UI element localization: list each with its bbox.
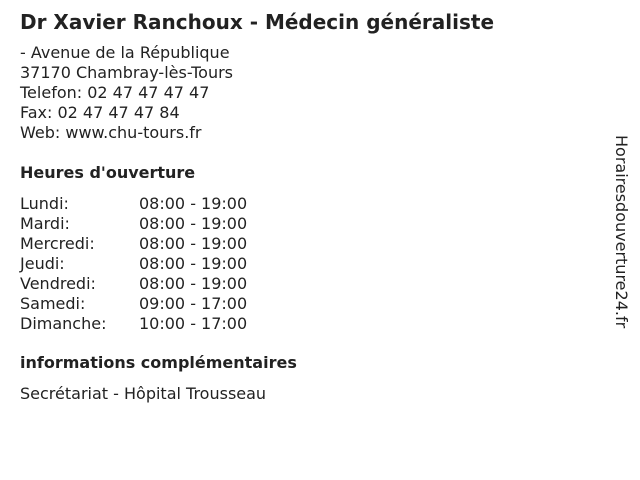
- hours-row: [20, 254, 247, 274]
- hours-row: [20, 314, 247, 334]
- hours-day: Lundi:: [20, 194, 69, 213]
- hours-day: Mercredi:: [20, 234, 95, 253]
- hours-day: Samedi:: [20, 294, 86, 313]
- hours-time: 09:00 - 17:00: [139, 294, 248, 313]
- hours-row: [20, 194, 247, 214]
- street-address: - Avenue de la République: [20, 43, 230, 62]
- hours-time: 08:00 - 19:00: [139, 214, 248, 233]
- hours-time: 10:00 - 17:00: [139, 314, 248, 333]
- site-watermark: Horairesdouverture24.fr: [612, 135, 631, 329]
- hours-row: [20, 274, 247, 294]
- address-block: [20, 43, 233, 143]
- website-link[interactable]: Web: www.chu-tours.fr: [20, 123, 202, 142]
- additional-info-heading: informations complémentaires: [20, 353, 297, 372]
- hours-day: Jeudi:: [20, 254, 65, 273]
- additional-info-text: Secrétariat - Hôpital Trousseau: [20, 384, 267, 403]
- city-address: 37170 Chambray-lès-Tours: [20, 63, 234, 82]
- hours-time: 08:00 - 19:00: [139, 254, 248, 273]
- hours-day: Dimanche:: [20, 314, 107, 333]
- hours-time: 08:00 - 19:00: [139, 274, 248, 293]
- hours-row: [20, 234, 247, 254]
- opening-hours-heading: Heures d'ouverture: [20, 163, 196, 182]
- phone-number[interactable]: Telefon: 02 47 47 47 47: [20, 83, 210, 102]
- opening-hours-table: [20, 194, 247, 334]
- hours-row: [20, 294, 247, 314]
- page-title: Dr Xavier Ranchoux - Médecin généraliste: [20, 10, 495, 34]
- hours-row: [20, 214, 247, 234]
- hours-day: Mardi:: [20, 214, 70, 233]
- hours-day: Vendredi:: [20, 274, 96, 293]
- hours-time: 08:00 - 19:00: [139, 234, 248, 253]
- fax-number: Fax: 02 47 47 47 84: [20, 103, 180, 122]
- hours-time: 08:00 - 19:00: [139, 194, 248, 213]
